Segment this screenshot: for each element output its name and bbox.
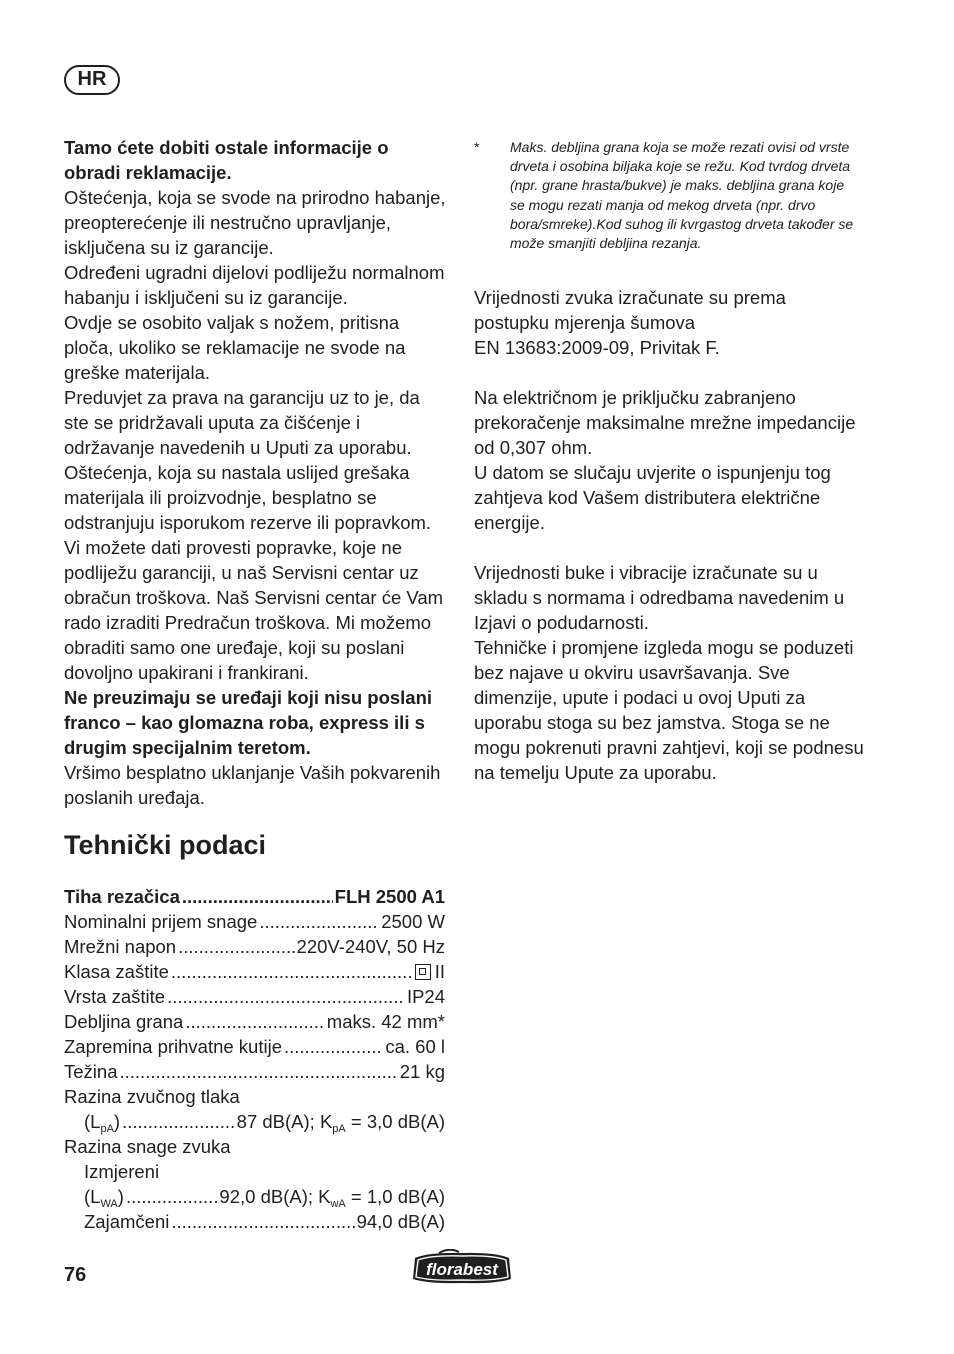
paragraph: EN 13683:2009-09, Privitak F.	[474, 337, 720, 358]
spec-label: Debljina grana	[64, 1011, 184, 1032]
spec-value: ca. 60 l	[385, 1036, 445, 1057]
footnote-marker: *	[474, 139, 480, 155]
spec-value: 87 dB(A); $K_{pA} = 3,0$ dB(A)	[236, 1111, 445, 1135]
spec-row	[64, 959, 445, 984]
spec-label: Tiha rezačica	[64, 886, 180, 907]
spec-row	[64, 984, 445, 1009]
spec-row	[64, 909, 445, 934]
spec-label: Težina	[64, 1061, 118, 1082]
spec-value: 21 kg	[399, 1061, 445, 1082]
spec-row-sound-power-guaranteed	[64, 1209, 445, 1234]
spec-label: Zajamčeni	[84, 1211, 170, 1232]
dot-leader	[167, 984, 405, 1009]
spec-label: Nominalni prijem snage	[64, 911, 258, 932]
dot-leader	[126, 1184, 217, 1209]
spec-label: Razina snage zvuka	[64, 1136, 231, 1157]
spec-row-sound-power-measured	[64, 1184, 445, 1209]
spec-value-text: II	[434, 961, 445, 982]
brand-logo	[409, 1249, 515, 1287]
dot-leader	[259, 909, 379, 934]
svg-text:florabest: florabest	[426, 1260, 498, 1279]
paragraph: Ovdje se osobito valjak s nožem, pritisna ploča, ukoliko se reklamacije ne svode na greške materijala.	[64, 312, 406, 383]
spec-table	[64, 884, 445, 1234]
paragraph: Oštećenja, koja se svode na prirodno habanje, preopterećenje ili nestručno upravljanje, isključena su iz garancije.	[64, 187, 446, 258]
spec-row	[64, 1034, 445, 1059]
notes-text	[474, 285, 864, 785]
spec-value: 2500 W	[381, 911, 445, 932]
dot-leader	[171, 1209, 354, 1234]
dot-leader	[284, 1034, 383, 1059]
protection-class-ii-icon	[415, 964, 431, 980]
paragraph: Na električnom je priključku zabranjeno prekoračenje maksimalne mrežne impedancije od 0,307 ohm.	[474, 387, 856, 458]
spec-label: $(L_{WA})$	[84, 1186, 124, 1210]
paragraph: Oštećenja, koja su nastala uslijed grešaka materijala ili proizvodnje, besplatno se odstranjuju isporukom rezerve ili popravkom.	[64, 462, 432, 533]
spec-row-model	[64, 884, 445, 909]
spec-value: 94,0 dB(A)	[356, 1211, 445, 1232]
paragraph: Tehničke i promjene izgleda mogu se poduzeti bez najave u okviru usavršavanja. Sve dimenzije, upute i podaci u ovoj Uputi za uporabu stoga su bez jamstva. Stoga se ne mogu pokrenuti pravni zahtjevi, koji se podnesu na temelju Upute za uporabu.	[474, 637, 864, 783]
spec-value: IP24	[406, 986, 445, 1007]
florabest-logo-icon	[409, 1249, 515, 1287]
spec-label: Zapremina prihvatne kutije	[64, 1036, 282, 1057]
paragraph: Ne preuzimaju se uređaji koji nisu poslani franco – kao glomazna roba, express ili s drugim specijalnim teretom.	[64, 687, 433, 758]
spec-label: Izmjereni	[84, 1161, 160, 1182]
paragraph: Tamo ćete dobiti ostale informacije o obradi reklamacije.	[64, 137, 389, 183]
dot-leader	[119, 1059, 397, 1084]
spec-value	[415, 959, 445, 984]
dot-leader	[182, 884, 333, 909]
spec-label: $(L_{pA})$	[84, 1111, 121, 1135]
paragraph: Vi možete dati provesti popravke, koje ne podliježu garanciji, u naš Servisni centar uz obračun troškova. Naš Servisni centar će Vam rado izraditi Predračun troškova. Mi možemo obraditi samo one uređaje, koji su poslani dovoljno upakirani i frankirani.	[64, 537, 444, 683]
paragraph: Vrijednosti zvuka izračunate su prema postupku mjerenja šumova	[474, 287, 786, 333]
spec-label: Klasa zaštite	[64, 961, 169, 982]
dot-leader	[171, 959, 413, 984]
paragraph: Vrijednosti buke i vibracije izračunate su u skladu s normama i odredbama navedenim u Izjavi o podudarnosti.	[474, 562, 845, 633]
dot-leader	[185, 1009, 324, 1034]
spec-label: Mrežni napon	[64, 936, 177, 957]
paragraph: U datom se slučaju uvjerite o ispunjenju tog zahtjeva kod Vašem distributera električne energije.	[474, 462, 831, 533]
spec-row	[64, 934, 445, 959]
paragraph: Preduvjet za prava na garanciju uz to je, da ste se pridržavali uputa za čišćenje i održavanje navedenih u Uputi za uporabu.	[64, 387, 420, 458]
paragraph: Vršimo besplatno uklanjanje Vaših pokvarenih poslanih uređaja.	[64, 762, 441, 808]
spec-label: Vrsta zaštite	[64, 986, 166, 1007]
spec-row	[64, 1059, 445, 1084]
spec-value: maks. 42 mm*	[326, 1011, 445, 1032]
section-title: Tehnički podaci	[64, 830, 267, 860]
language-badge: HR	[64, 65, 120, 95]
spec-row	[64, 1009, 445, 1034]
spec-label: Razina zvučnog tlaka	[64, 1086, 240, 1107]
footnote	[474, 138, 862, 253]
spec-row-sound-power-label	[64, 1134, 445, 1159]
spec-value: FLH 2500 A1	[334, 886, 445, 907]
spec-row-sound-pressure	[64, 1109, 445, 1134]
dot-leader	[122, 1109, 235, 1134]
spec-value: 92,0 dB(A); $K_{wA} = 1,0$ dB(A)	[219, 1186, 445, 1210]
paragraph: Određeni ugradni dijelovi podliježu normalnom habanju i isključeni su iz garancije.	[64, 262, 445, 308]
page-number: 76	[64, 1264, 87, 1286]
spec-value: 220V-240V, 50 Hz	[296, 936, 445, 957]
dot-leader	[178, 934, 294, 959]
warranty-text	[64, 135, 448, 810]
spec-row-measured-label	[64, 1159, 445, 1184]
spec-row-sound-pressure-label	[64, 1084, 445, 1109]
footnote-text: Maks. debljina grana koja se može rezati ovisi od vrste drveta i osobina biljaka koje se režu. Kod tvrdog drveta (npr. grane hrasta/bukve) je maks. debljina grana koje se mogu rezati manja od mekog drveta (npr. drvo bora/smreke).Kod suhog ili kvrgastog drveta također se može smanjiti debljina rezanja.	[510, 139, 854, 252]
